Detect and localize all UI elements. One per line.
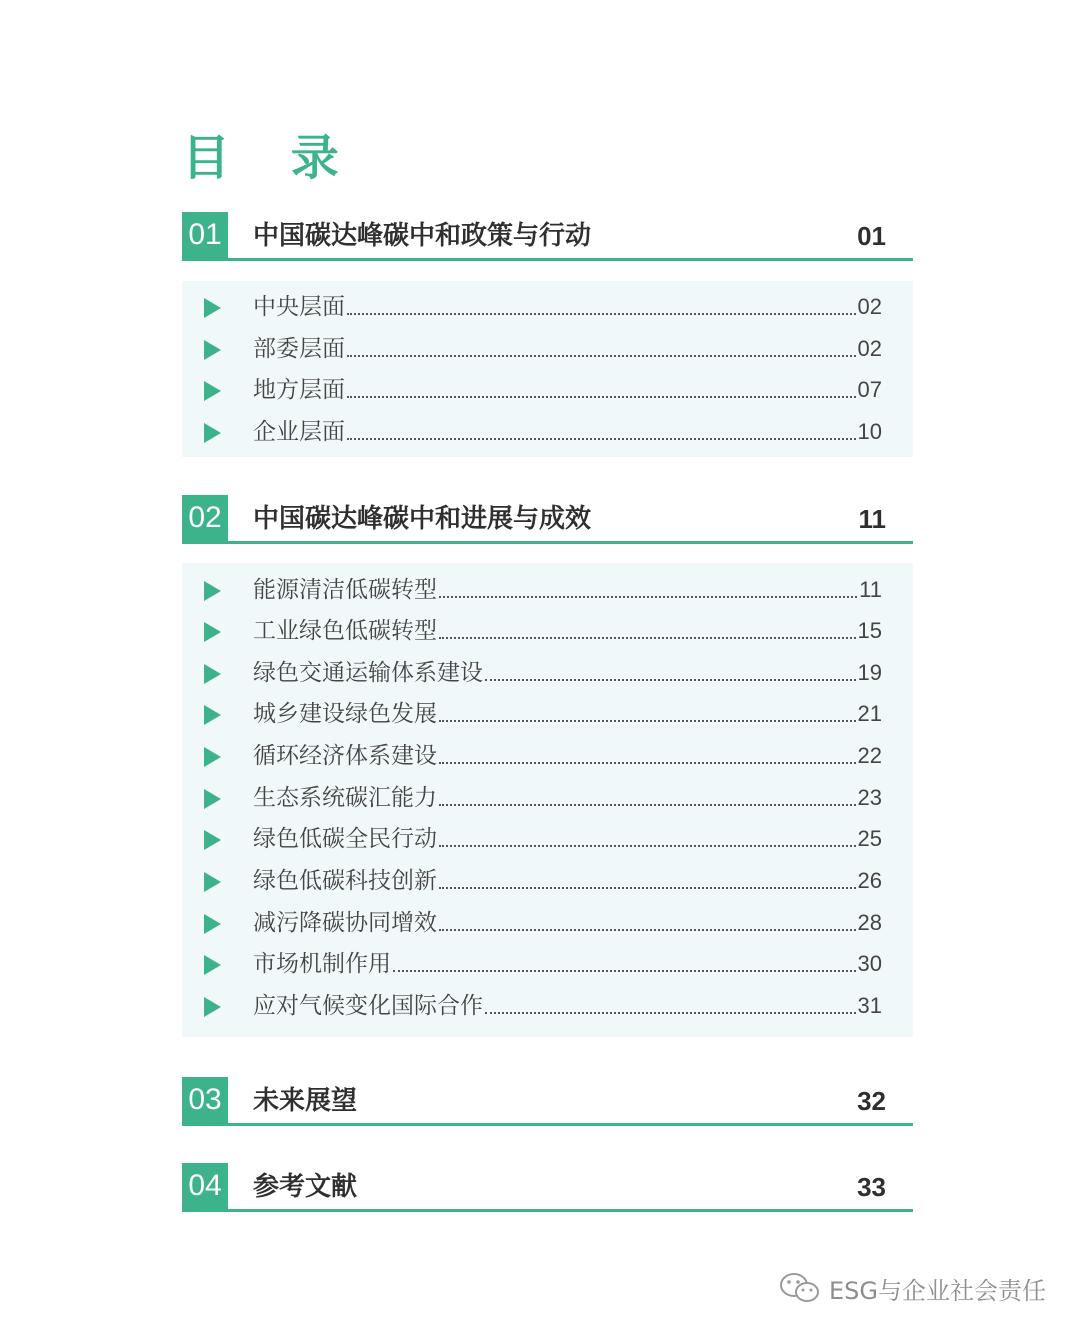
toc-item-page: 21 xyxy=(857,701,882,726)
toc-item[interactable] xyxy=(182,570,913,610)
toc-item-page: 02 xyxy=(857,294,882,319)
toc-item-label: 市场机制作用 xyxy=(253,951,391,977)
wechat-icon xyxy=(779,1271,821,1305)
toc-item[interactable] xyxy=(182,370,913,410)
section-title: 参考文献 xyxy=(253,1172,358,1202)
triangle-bullet-icon xyxy=(204,622,221,642)
section-title: 未来展望 xyxy=(253,1086,358,1116)
toc-item-page: 15 xyxy=(857,618,882,643)
dot-leader xyxy=(347,355,856,357)
section-title: 中国碳达峰碳中和政策与行动 xyxy=(253,221,592,251)
toc-item[interactable] xyxy=(182,329,913,369)
toc-item-label: 循环经济体系建设 xyxy=(253,743,437,769)
toc-item-label: 工业绿色低碳转型 xyxy=(253,618,437,644)
dot-leader xyxy=(439,637,856,639)
triangle-bullet-icon xyxy=(204,381,221,401)
toc-item-page: 30 xyxy=(857,951,882,976)
section-header-04[interactable] xyxy=(182,1163,913,1212)
watermark xyxy=(779,1268,1046,1308)
section-number: 01 xyxy=(182,212,228,258)
subsection-list-01 xyxy=(182,281,913,457)
dot-leader xyxy=(393,970,856,972)
dot-leader xyxy=(439,845,856,847)
triangle-bullet-icon xyxy=(204,581,221,601)
triangle-bullet-icon xyxy=(204,340,221,360)
toc-item-label: 部委层面 xyxy=(253,336,345,362)
triangle-bullet-icon xyxy=(204,705,221,725)
toc-item-page: 07 xyxy=(857,377,882,402)
dot-leader xyxy=(347,438,856,440)
section-header-02[interactable] xyxy=(182,495,913,544)
section-header-01[interactable] xyxy=(182,212,913,261)
watermark-text: ESG与企业社会责任 xyxy=(829,1276,1046,1305)
toc-item-label: 中央层面 xyxy=(253,294,345,320)
toc-item[interactable] xyxy=(182,736,913,776)
section-title: 中国碳达峰碳中和进展与成效 xyxy=(253,504,592,534)
triangle-bullet-icon xyxy=(204,298,221,318)
toc-item[interactable] xyxy=(182,903,913,943)
dot-leader xyxy=(439,887,856,889)
toc-item[interactable] xyxy=(182,819,913,859)
toc-item-label: 绿色低碳全民行动 xyxy=(253,826,437,852)
toc-item-label: 能源清洁低碳转型 xyxy=(253,577,437,603)
dot-leader xyxy=(439,804,856,806)
toc-item-page: 25 xyxy=(857,826,882,851)
toc-item[interactable] xyxy=(182,653,913,693)
dot-leader xyxy=(439,762,856,764)
triangle-bullet-icon xyxy=(204,997,221,1017)
section-number: 03 xyxy=(182,1077,228,1123)
triangle-bullet-icon xyxy=(204,789,221,809)
toc-item[interactable] xyxy=(182,287,913,327)
dot-leader xyxy=(439,929,856,931)
toc-item-page: 11 xyxy=(859,577,882,602)
dot-leader xyxy=(485,679,856,681)
triangle-bullet-icon xyxy=(204,872,221,892)
triangle-bullet-icon xyxy=(204,830,221,850)
section-page: 32 xyxy=(857,1086,886,1116)
toc-item-label: 绿色交通运输体系建设 xyxy=(253,660,483,686)
toc-item-page: 31 xyxy=(857,993,882,1018)
section-page: 11 xyxy=(858,504,886,534)
toc-item-label: 城乡建设绿色发展 xyxy=(253,701,437,727)
toc-item[interactable] xyxy=(182,778,913,818)
dot-leader xyxy=(439,720,856,722)
section-number: 02 xyxy=(182,495,228,541)
toc-item[interactable] xyxy=(182,986,913,1026)
section-page: 33 xyxy=(857,1172,886,1202)
triangle-bullet-icon xyxy=(204,914,221,934)
toc-item-page: 19 xyxy=(857,660,882,685)
triangle-bullet-icon xyxy=(204,955,221,975)
triangle-bullet-icon xyxy=(204,664,221,684)
toc-item-label: 绿色低碳科技创新 xyxy=(253,868,437,894)
toc-item[interactable] xyxy=(182,694,913,734)
toc-item-page: 22 xyxy=(857,743,882,768)
toc-item-page: 23 xyxy=(857,785,882,810)
triangle-bullet-icon xyxy=(204,747,221,767)
toc-item[interactable] xyxy=(182,944,913,984)
toc-item-page: 26 xyxy=(857,868,882,893)
dot-leader xyxy=(485,1012,856,1014)
toc-item-label: 地方层面 xyxy=(253,377,345,403)
dot-leader xyxy=(439,596,857,598)
section-number: 04 xyxy=(182,1163,228,1209)
toc-item-page: 10 xyxy=(857,419,882,444)
subsection-list-02 xyxy=(182,563,913,1037)
toc-item-page: 28 xyxy=(857,910,882,935)
toc-item-page: 02 xyxy=(857,336,882,361)
toc-item[interactable] xyxy=(182,611,913,651)
section-page: 01 xyxy=(857,221,886,251)
triangle-bullet-icon xyxy=(204,423,221,443)
dot-leader xyxy=(347,396,856,398)
section-header-03[interactable] xyxy=(182,1077,913,1126)
toc-item-label: 减污降碳协同增效 xyxy=(253,910,437,936)
toc-item-label: 应对气候变化国际合作 xyxy=(253,993,483,1019)
toc-item-label: 企业层面 xyxy=(253,419,345,445)
dot-leader xyxy=(347,313,856,315)
toc-title: 目 录 xyxy=(182,130,361,186)
toc-item[interactable] xyxy=(182,861,913,901)
toc-item-label: 生态系统碳汇能力 xyxy=(253,785,437,811)
toc-item[interactable] xyxy=(182,412,913,452)
